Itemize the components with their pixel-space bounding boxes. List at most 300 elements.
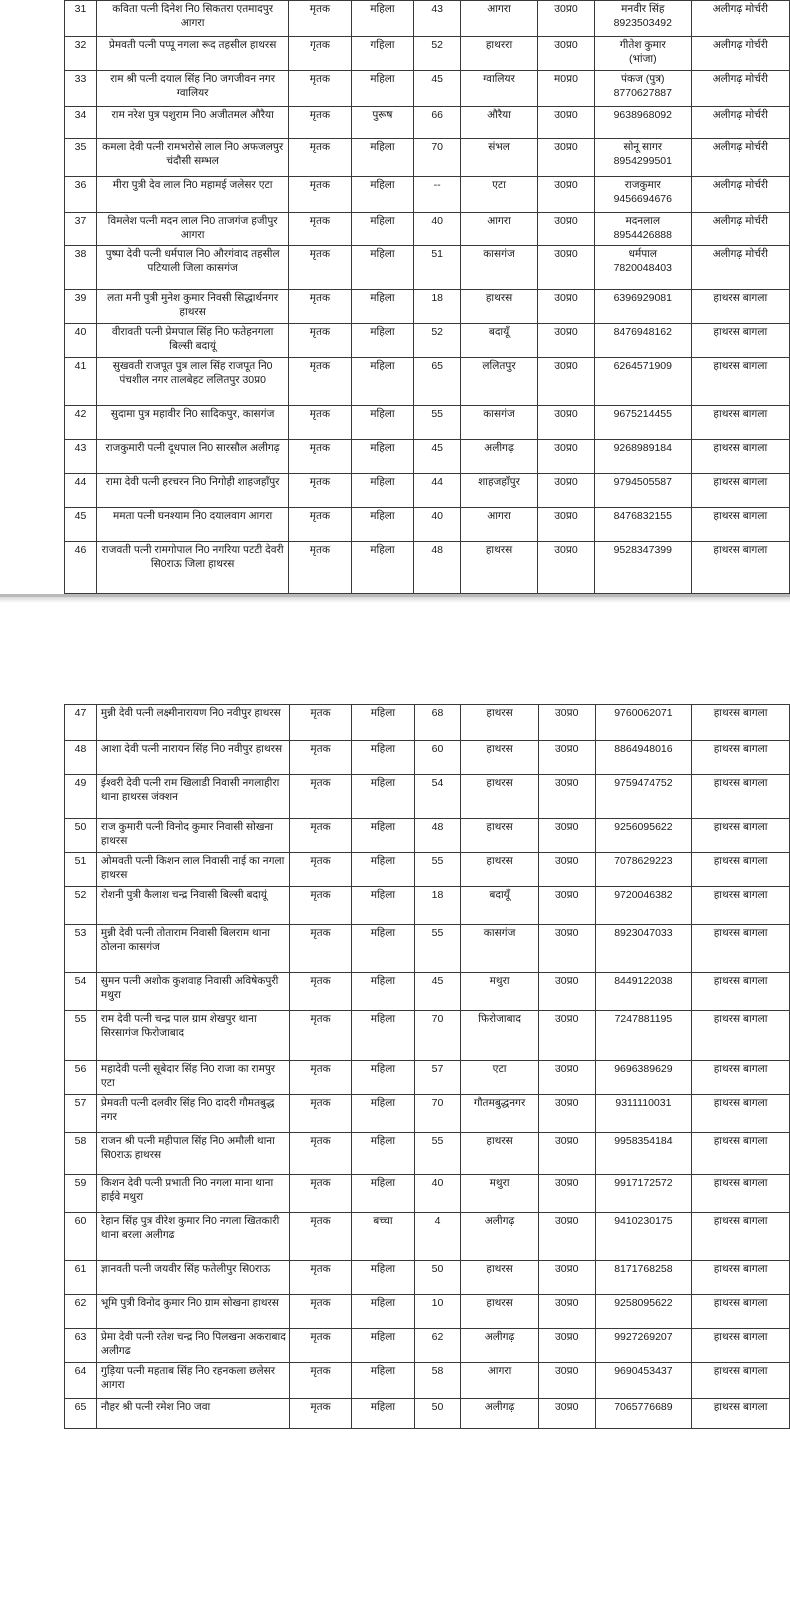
cell-gender: महिला	[352, 1362, 414, 1398]
cell-contact	[594, 71, 691, 107]
cell-state: उ0प्र0	[537, 541, 594, 593]
cell-serial-number: 57	[65, 1094, 97, 1132]
cell-morgue-location: अलीगढ़ मोर्चरी	[691, 139, 789, 177]
cell-state: उ0प्र0	[538, 1362, 595, 1398]
cell-victim-name-address: रेहान सिंह पुत्र वीरेश कुमार नि0 नगला खितकारी थाना बरला अलीगढ	[96, 1212, 289, 1260]
cell-gender: महिला	[351, 507, 414, 541]
cell-morgue-location: हाथरस बागला	[692, 1060, 790, 1094]
cell-morgue-location: हाथरस बागला	[691, 289, 789, 323]
cell-victim-name-address: विमलेश पत्नी मदन लाल नि0 ताजगंज हजीपुर आगरा	[96, 213, 288, 246]
cell-serial-number: 51	[65, 852, 97, 886]
cell-gender: महिला	[352, 1174, 414, 1212]
cell-district: संभल	[461, 139, 538, 177]
table-row	[65, 972, 790, 1010]
cell-state: उ0प्र0	[538, 924, 595, 972]
cell-serial-number: 56	[65, 1060, 97, 1094]
cell-morgue-location: हाथरस बागला	[692, 1362, 790, 1398]
cell-age: --	[414, 177, 461, 213]
cell-serial-number: 31	[65, 1, 97, 37]
cell-state: उ0प्र0	[538, 972, 595, 1010]
cell-district: ग्वालियर	[461, 71, 538, 107]
cell-gender: महिला	[352, 740, 414, 774]
victim-table-page-2	[64, 704, 790, 1429]
cell-contact	[595, 818, 691, 852]
cell-morgue-location: हाथरस बागला	[692, 1094, 790, 1132]
cell-victim-name-address: प्रेमवती पत्नी पप्पू नगला रूद तहसील हाथरस	[96, 37, 288, 71]
cell-contact	[595, 1260, 691, 1294]
cell-age: 65	[414, 357, 461, 405]
cell-victim-name-address: कविता पत्नी दिनेश नि0 सिकतरा एतमादपुर आगरा	[96, 1, 288, 37]
cell-status: मृतक	[289, 1362, 351, 1398]
contact-phone-number: 9410230175	[614, 1214, 673, 1227]
cell-morgue-location: हाथरस बागला	[691, 473, 789, 507]
cell-district: औरैया	[461, 107, 538, 139]
contact-phone-number: 8954299501	[613, 154, 672, 167]
cell-status: मृतक	[289, 541, 351, 593]
cell-state: उ0प्र0	[538, 852, 595, 886]
cell-serial-number: 45	[65, 507, 97, 541]
cell-state: उ0प्र0	[537, 507, 594, 541]
contact-phone-number: 8476832155	[613, 509, 672, 522]
cell-state: उ0प्र0	[538, 740, 595, 774]
table-row	[65, 1212, 790, 1260]
cell-gender: महिला	[352, 886, 414, 924]
cell-serial-number: 53	[65, 924, 97, 972]
cell-age: 55	[414, 1132, 461, 1174]
cell-age: 40	[414, 213, 461, 246]
cell-age: 52	[414, 323, 461, 357]
cell-state: उ0प्र0	[537, 323, 594, 357]
contact-person-name: पंकज (पुत्र)	[621, 73, 665, 85]
cell-contact	[594, 245, 691, 289]
cell-state: उ0प्र0	[538, 818, 595, 852]
cell-district: हाथरस	[461, 818, 538, 852]
cell-victim-name-address: पुष्पा देवी पत्नी धर्मपाल नि0 औरगंवाद तहसील पटियाली जिला कासगंज	[96, 245, 288, 289]
cell-status: मृतक	[289, 924, 351, 972]
cell-victim-name-address: सुमन पत्नी अशोक कुशवाह निवासी अविषेकपुरी मथुरा	[96, 972, 289, 1010]
cell-status: मृतक	[289, 774, 351, 818]
cell-morgue-location: अलीगढ़ गोर्चरी	[691, 37, 789, 71]
cell-victim-name-address: लता मनी पुत्री मुनेश कुमार निवसी सिद्धार्थनगर हाथरस	[96, 289, 288, 323]
cell-morgue-location: हाथरस बागला	[692, 1294, 790, 1328]
cell-state: उ0प्र0	[537, 107, 594, 139]
cell-state: उ0प्र0	[537, 37, 594, 71]
cell-morgue-location: हाथरस बागला	[691, 541, 789, 593]
cell-district: अलीगढ़	[461, 1398, 538, 1428]
cell-status: मृतक	[289, 439, 351, 473]
cell-district: आगरा	[461, 1, 538, 37]
cell-morgue-location: हाथरस बागला	[692, 1260, 790, 1294]
cell-gender: महिला	[352, 972, 414, 1010]
cell-serial-number: 32	[65, 37, 97, 71]
cell-district: हाथरस	[461, 1132, 538, 1174]
table-row	[65, 1328, 790, 1362]
cell-age: 55	[414, 924, 461, 972]
table-row	[65, 1060, 790, 1094]
cell-status: मृतक	[289, 1060, 351, 1094]
cell-status: मृतक	[289, 1132, 351, 1174]
cell-age: 43	[414, 1, 461, 37]
cell-district: एटा	[461, 1060, 538, 1094]
cell-serial-number: 48	[65, 740, 97, 774]
cell-district: कासगंज	[461, 924, 538, 972]
cell-district: अलीगढ़	[461, 439, 538, 473]
cell-district: हाथरस	[461, 1294, 538, 1328]
table-row	[65, 1174, 790, 1212]
cell-victim-name-address: राजन श्री पत्नी महीपाल सिंह नि0 अमौली थाना सि0राऊ हाथरस	[96, 1132, 289, 1174]
contact-phone-number: 9311110031	[615, 1096, 672, 1109]
cell-district: फिरोजाबाद	[461, 1010, 538, 1060]
contact-phone-number: 8770627887	[613, 86, 672, 99]
cell-morgue-location: हाथरस बागला	[692, 818, 790, 852]
cell-state: उ0प्र0	[537, 289, 594, 323]
cell-district: आगरा	[461, 507, 538, 541]
table-row	[65, 177, 790, 213]
table-row	[65, 1362, 790, 1398]
table-row	[65, 1398, 790, 1428]
cell-status: मृतक	[289, 1398, 351, 1428]
cell-contact	[595, 852, 691, 886]
cell-victim-name-address: सुखवती राजपूत पुत्र लाल सिंह राजपूत नि0 पंचशील नगर तालबेहट ललितपुर उ0प्र0	[96, 357, 288, 405]
cell-morgue-location: हाथरस बागला	[692, 1132, 790, 1174]
cell-district: हाथरस	[461, 740, 538, 774]
cell-victim-name-address: राम श्री पत्नी दयाल सिंह नि0 जगजीवन नगर ग्वालियर	[96, 71, 288, 107]
cell-district: आगरा	[461, 1362, 538, 1398]
cell-age: 66	[414, 107, 461, 139]
cell-victim-name-address: ज्ञानवती पत्नी जयवीर सिंह फतेलीपुर सि0राऊ	[96, 1260, 289, 1294]
contact-phone-number: 9760062071	[614, 706, 673, 719]
cell-victim-name-address: गुड़िया पत्नी महताब सिंह नि0 रहनकला छलेसर आगरा	[96, 1362, 289, 1398]
cell-state: उ0प्र0	[538, 886, 595, 924]
cell-serial-number: 40	[65, 323, 97, 357]
table-row	[65, 289, 790, 323]
cell-age: 58	[414, 1362, 461, 1398]
cell-age: 51	[414, 245, 461, 289]
cell-state: उ0प्र0	[538, 1174, 595, 1212]
cell-morgue-location: हाथरस बागला	[692, 1010, 790, 1060]
contact-phone-number: 8864948016	[614, 742, 673, 755]
cell-district: अलीगढ़	[461, 1328, 538, 1362]
table-row	[65, 886, 790, 924]
cell-gender: महिला	[352, 1132, 414, 1174]
cell-contact	[594, 213, 691, 246]
cell-contact	[594, 473, 691, 507]
cell-serial-number: 49	[65, 774, 97, 818]
cell-serial-number: 33	[65, 71, 97, 107]
cell-victim-name-address: वीरावती पत्नी प्रेमपाल सिंह नि0 फतेहनगला बिल्सी बदायूं	[96, 323, 288, 357]
cell-status: मृतक	[289, 1294, 351, 1328]
table-row	[65, 1, 790, 37]
cell-status: मृतक	[289, 1174, 351, 1212]
table-row	[65, 924, 790, 972]
cell-serial-number: 43	[65, 439, 97, 473]
table-row	[65, 541, 790, 593]
cell-age: 44	[414, 473, 461, 507]
cell-gender: महिला	[351, 405, 414, 439]
cell-gender: महिला	[352, 1294, 414, 1328]
cell-contact	[595, 1328, 691, 1362]
cell-serial-number: 63	[65, 1328, 97, 1362]
cell-gender: पुरूष	[351, 107, 414, 139]
cell-contact	[595, 1132, 691, 1174]
cell-status: मृतक	[289, 289, 351, 323]
cell-status: मृतक	[289, 886, 351, 924]
cell-status: मृतक	[289, 818, 351, 852]
cell-serial-number: 65	[65, 1398, 97, 1428]
contact-phone-number: (भांजा)	[628, 52, 657, 65]
cell-serial-number: 59	[65, 1174, 97, 1212]
cell-district: मथुरा	[461, 1174, 538, 1212]
cell-status: मृतक	[289, 245, 351, 289]
page-seam-divider	[0, 594, 790, 704]
cell-serial-number: 47	[65, 704, 97, 740]
cell-victim-name-address: किशन देवी पत्नी प्रभाती नि0 नगला माना थाना हाईवे मथुरा	[96, 1174, 289, 1212]
contact-phone-number: 9456694676	[613, 192, 672, 205]
cell-district: अलीगढ़	[461, 1212, 538, 1260]
scan-page-2	[0, 704, 790, 1429]
cell-age: 45	[414, 439, 461, 473]
cell-contact	[595, 1174, 691, 1212]
contact-phone-number: 8171768258	[614, 1262, 673, 1275]
table-row	[65, 818, 790, 852]
cell-serial-number: 62	[65, 1294, 97, 1328]
cell-status: मृतक	[289, 1094, 351, 1132]
contact-phone-number: 7247881195	[614, 1012, 673, 1025]
cell-age: 52	[414, 37, 461, 71]
table-row	[65, 71, 790, 107]
table-row	[65, 357, 790, 405]
cell-state: उ0प्र0	[538, 1060, 595, 1094]
cell-age: 4	[414, 1212, 461, 1260]
contact-phone-number: 7078629223	[614, 854, 673, 867]
contact-phone-number: 9690453437	[614, 1364, 673, 1377]
cell-victim-name-address: नौहर श्री पत्नी रमेश नि0 जवा	[96, 1398, 289, 1428]
cell-status: मृतक	[289, 323, 351, 357]
cell-status: मृतक	[289, 1260, 351, 1294]
cell-age: 18	[414, 289, 461, 323]
cell-state: उ0प्र0	[538, 1398, 595, 1428]
cell-morgue-location: हाथरस बागला	[692, 704, 790, 740]
cell-serial-number: 55	[65, 1010, 97, 1060]
cell-district: हाथरस	[461, 852, 538, 886]
cell-victim-name-address: महादेवी पत्नी सूबेदार सिंह नि0 राजा का रामपुर एटा	[96, 1060, 289, 1094]
contact-phone-number: 6396929081	[613, 291, 672, 304]
cell-serial-number: 39	[65, 289, 97, 323]
contact-phone-number: 9638968092	[613, 109, 672, 121]
cell-age: 48	[414, 818, 461, 852]
cell-gender: महिला	[351, 323, 414, 357]
cell-contact	[595, 1362, 691, 1398]
cell-victim-name-address: कमला देवी पत्नी रामभरोसे लाल नि0 अफजलपुर चंदौसी सम्भल	[96, 139, 288, 177]
contact-person-name: राजकुमार	[624, 179, 661, 191]
cell-morgue-location: अलीगढ़ मोर्चरी	[691, 245, 789, 289]
cell-morgue-location: हाथरस बागला	[692, 1398, 790, 1428]
contact-person-name: गीतेश कुमार	[619, 39, 666, 51]
cell-age: 45	[414, 972, 461, 1010]
cell-serial-number: 52	[65, 886, 97, 924]
cell-morgue-location: हाथरस बागला	[692, 774, 790, 818]
cell-morgue-location: हाथरस बागला	[692, 1328, 790, 1362]
cell-gender: महिला	[351, 289, 414, 323]
cell-state: म0प्र0	[537, 71, 594, 107]
cell-victim-name-address: रामा देवी पत्नी हरचरन नि0 निगोही शाहजहाँपुर	[96, 473, 288, 507]
cell-state: उ0प्र0	[538, 774, 595, 818]
cell-age: 50	[414, 1398, 461, 1428]
cell-victim-name-address: राजकुमारी पत्नी दूधपाल नि0 सारसौल अलीगढ़	[96, 439, 288, 473]
cell-contact	[594, 507, 691, 541]
cell-contact	[594, 357, 691, 405]
cell-gender: महिला	[352, 852, 414, 886]
cell-district: मथुरा	[461, 972, 538, 1010]
cell-victim-name-address: सुदामा पुत्र महावीर नि0 सादिकपुर, कासगंज	[96, 405, 288, 439]
cell-victim-name-address: राजवती पत्नी रामगोपाल नि0 नगरिया पटटी देवरी सि0राऊ जिला हाथरस	[96, 541, 288, 593]
cell-district: हाथररा	[461, 37, 538, 71]
cell-morgue-location: हाथरस बागला	[691, 507, 789, 541]
cell-age: 57	[414, 1060, 461, 1094]
cell-serial-number: 61	[65, 1260, 97, 1294]
cell-district: शाहजहाँपुर	[461, 473, 538, 507]
cell-morgue-location: हाथरस बागला	[692, 972, 790, 1010]
cell-age: 62	[414, 1328, 461, 1362]
cell-state: उ0प्र0	[537, 439, 594, 473]
table-row	[65, 37, 790, 71]
cell-morgue-location: हाथरस बागला	[691, 439, 789, 473]
cell-status: मृतक	[289, 507, 351, 541]
table-row	[65, 1132, 790, 1174]
cell-contact	[595, 1060, 691, 1094]
table-row	[65, 405, 790, 439]
cell-age: 18	[414, 886, 461, 924]
cell-status: मृतक	[289, 1010, 351, 1060]
cell-gender: महिला	[352, 1260, 414, 1294]
cell-morgue-location: अलीगढ़ मोर्चरी	[691, 213, 789, 246]
cell-age: 50	[414, 1260, 461, 1294]
table-row	[65, 1010, 790, 1060]
cell-status: मृतक	[289, 1, 351, 37]
cell-gender: महिला	[352, 818, 414, 852]
cell-victim-name-address: भूमि पुत्री विनोद कुमार नि0 ग्राम सोखना हाथरस	[96, 1294, 289, 1328]
contact-phone-number: 8923503492	[613, 16, 672, 29]
cell-status: मृतक	[289, 1328, 351, 1362]
cell-contact	[594, 37, 691, 71]
cell-age: 55	[414, 405, 461, 439]
cell-district: आगरा	[461, 213, 538, 246]
cell-contact	[595, 1294, 691, 1328]
contact-phone-number: 9675214455	[613, 407, 672, 420]
cell-gender: महिला	[351, 357, 414, 405]
table-row	[65, 245, 790, 289]
cell-contact	[594, 177, 691, 213]
cell-district: बदायूँ	[461, 886, 538, 924]
cell-gender: महिला	[352, 774, 414, 818]
contact-phone-number: 9258095622	[614, 1296, 673, 1309]
cell-age: 54	[414, 774, 461, 818]
cell-state: उ0प्र0	[537, 177, 594, 213]
cell-victim-name-address: ईश्वरी देवी पत्नी राम खिलाडी निवासी नगलाहीरा थाना हाथरस जंक्शन	[96, 774, 289, 818]
cell-contact	[594, 405, 691, 439]
cell-serial-number: 58	[65, 1132, 97, 1174]
cell-state: उ0प्र0	[538, 1094, 595, 1132]
cell-gender: महिला	[352, 1328, 414, 1362]
cell-contact	[595, 740, 691, 774]
cell-gender: महिला	[351, 139, 414, 177]
cell-serial-number: 34	[65, 107, 97, 139]
contact-phone-number: 9720046382	[614, 888, 673, 901]
cell-morgue-location: हाथरस बागला	[691, 405, 789, 439]
cell-morgue-location: हाथरस बागला	[692, 1174, 790, 1212]
cell-morgue-location: हाथरस बागला	[692, 924, 790, 972]
cell-age: 40	[414, 507, 461, 541]
cell-age: 68	[414, 704, 461, 740]
cell-contact	[594, 439, 691, 473]
cell-gender: महिला	[352, 1398, 414, 1428]
table-row	[65, 852, 790, 886]
seam-shadow	[0, 597, 790, 603]
cell-age: 70	[414, 1010, 461, 1060]
cell-district: हाथरस	[461, 289, 538, 323]
cell-status: मृतक	[289, 213, 351, 246]
cell-victim-name-address: राम नरेश पुत्र पशुराम नि0 अजीतमल औरैया	[96, 107, 288, 139]
cell-victim-name-address: ओमवती पत्नी किशन लाल निवासी नाई का नगला हाथरस	[96, 852, 289, 886]
cell-age: 70	[414, 1094, 461, 1132]
table-row	[65, 473, 790, 507]
contact-phone-number: 6264571909	[613, 359, 672, 372]
cell-victim-name-address: प्रेमवती पत्नी दलवीर सिंह नि0 दादरी गौमतबुद्ध नगर	[96, 1094, 289, 1132]
cell-age: 40	[414, 1174, 461, 1212]
cell-victim-name-address: आशा देवी पत्नी नारायन सिंह नि0 नवीपुर हाथरस	[96, 740, 289, 774]
cell-gender: महिला	[352, 924, 414, 972]
contact-phone-number: 9696389629	[614, 1062, 673, 1075]
cell-state: उ0प्र0	[537, 213, 594, 246]
cell-status: मृतक	[289, 139, 351, 177]
cell-state: उ0प्र0	[538, 1260, 595, 1294]
cell-age: 55	[414, 852, 461, 886]
cell-serial-number: 46	[65, 541, 97, 593]
contact-phone-number: 9256095622	[614, 820, 673, 833]
contact-phone-number: 8449122038	[614, 974, 673, 987]
cell-morgue-location: हाथरस बागला	[692, 740, 790, 774]
table-row	[65, 507, 790, 541]
table-row	[65, 774, 790, 818]
cell-morgue-location: हाथरस बागला	[691, 357, 789, 405]
cell-status: मृतक	[289, 107, 351, 139]
cell-victim-name-address: मुन्नी देवी पत्नी तोताराम निवासी बिलराम थाना ठोलना कासगंज	[96, 924, 289, 972]
contact-person-name: धर्मपाल	[628, 247, 658, 260]
table-row	[65, 213, 790, 246]
cell-gender: बच्चा	[352, 1212, 414, 1260]
cell-gender: महिला	[351, 541, 414, 593]
cell-gender: गहिला	[351, 37, 414, 71]
cell-victim-name-address: ममता पत्नी घनश्याम नि0 दयालवाग आगरा	[96, 507, 288, 541]
table-row	[65, 1260, 790, 1294]
contact-phone-number: 8476948162	[613, 325, 672, 338]
cell-state: उ0प्र0	[538, 1010, 595, 1060]
cell-gender: महिला	[351, 71, 414, 107]
cell-victim-name-address: रोशनी पुत्री कैलाश चन्द्र निवासी बिल्सी बदायूं	[96, 886, 289, 924]
contact-person-name: सोनू सागर	[623, 141, 663, 153]
cell-serial-number: 36	[65, 177, 97, 213]
cell-state: उ0प्र0	[538, 704, 595, 740]
cell-district: कासगंज	[461, 245, 538, 289]
cell-state: उ0प्र0	[537, 245, 594, 289]
cell-contact	[594, 323, 691, 357]
contact-phone-number: 9528347399	[613, 543, 672, 556]
table-row	[65, 740, 790, 774]
contact-person-name: मदनलाल	[625, 215, 661, 227]
cell-status: मृतक	[289, 972, 351, 1010]
cell-victim-name-address: राज कुमारी पत्नी विनोद कुमार निवासी सोखना हाथरस	[96, 818, 289, 852]
cell-serial-number: 54	[65, 972, 97, 1010]
